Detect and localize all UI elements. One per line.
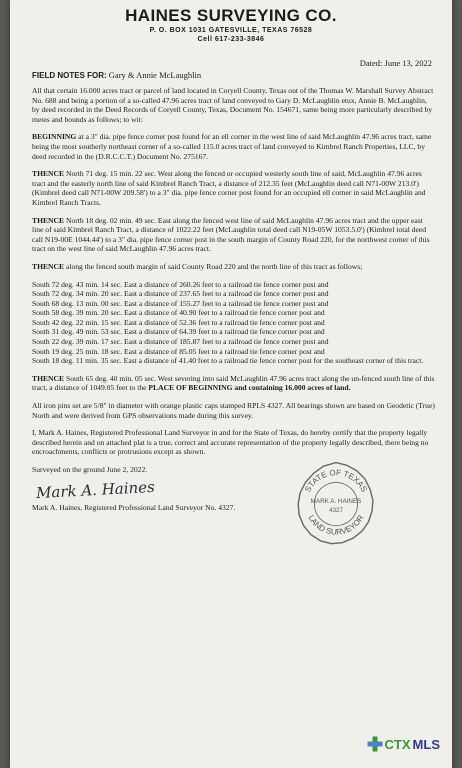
- course-item: South 58 deg. 39 min. 20 sec. East a distance of 40.90 feet to a railroad tie fence corner post and: [32, 308, 325, 318]
- course-item: South 18 deg. 11 min. 35 sec. East a distance of 41.40 feet to a railroad tie fence corner post for the southeast corner of this tract.: [32, 356, 424, 366]
- handwritten-signature: Mark A. Haines: [35, 477, 156, 502]
- field-notes-label: FIELD NOTES FOR:: [32, 71, 107, 80]
- course-item: South 31 deg. 49 min. 53 sec. East a distance of 64.39 feet to a railroad tie fence corner post and: [32, 327, 325, 337]
- intro-paragraph: All that certain 16.000 acres tract or parcel of land located in Coryell County, Texas out of the Thomas W. Marshall Survey Abstract No. 688 and being a portion of a so-called 47.96 acres tract of land conveyed to Gary D. McLaughlin etux, Annie B. McLaughlin, by deed recorded in the Deed Records of Coryell County, Texas, Document No. 154671, same being more particularly described by metes and bounds as follows; to wit:: [32, 86, 434, 124]
- place-of-beginning: PLACE OF BEGINNING and containing 16.000 acres of land.: [148, 383, 351, 393]
- seal-top-text: STATE OF TEXAS: [303, 467, 369, 494]
- thence-paragraph-1: [32, 169, 436, 207]
- pins-paragraph: All iron pins set are 5/8" in diameter with orange plastic caps stamped RPLS 4327. All bearings shown are based on Geodetic (True) North and were derived from GPS observations made during this survey.: [32, 401, 435, 420]
- company-address: P. O. BOX 1031 GATESVILLE, TEXAS 76528: [149, 27, 313, 34]
- seal-name: MARK A. HAINES: [310, 497, 362, 505]
- course-item: South 42 deg. 22 min. 15 sec. East a distance of 52.36 feet to a railroad tie fence corner post and: [32, 317, 325, 327]
- thence-paragraph-4: [32, 374, 436, 393]
- thence-paragraph-3: [32, 262, 436, 272]
- beginning-paragraph: [32, 132, 436, 161]
- client-name: Gary & Annie McLaughlin: [108, 70, 202, 80]
- seal-bottom-text: LAND SURVEYOR: [306, 513, 366, 537]
- survey-document: [10, 0, 452, 768]
- watermark-mls: MLS: [412, 736, 440, 752]
- company-name: HAINES SURVEYING CO.: [125, 6, 337, 25]
- field-notes-body: [10, 78, 452, 475]
- course-list: [32, 280, 436, 366]
- seal-number: 4327: [328, 506, 344, 514]
- letterhead: [10, 0, 452, 44]
- thence-lead: THENCE: [32, 215, 65, 225]
- document-meta: [10, 50, 452, 78]
- beginning-lead: BEGINNING: [32, 132, 77, 142]
- course-item: South 68 deg. 13 min. 00 sec. East a distance of 155.27 feet to a railroad tie fence corner post and: [32, 298, 329, 308]
- thence-paragraph-2: [32, 216, 436, 254]
- signature-line: Mark A. Haines, Registered Professional Land Surveyor No. 4327.: [32, 502, 236, 512]
- beginning-text: at a 3" dia. pipe fence corner post found for an ell corner in the west line of said McLaughlin 47.96 acres tract, same being the most southerly northeast corner of a so-called 115.0 acres tract of land conveyed to Kimbrel Ranch Properties, LLC, by deed recorded in the (D.R.C.C.T.) Document No. 275167.: [32, 132, 432, 161]
- surveyor-seal: [291, 459, 381, 549]
- thence-text: along the fenced south margin of said County Road 220 and the north line of this tract as follows;: [64, 261, 363, 271]
- thence-text: North 71 deg. 15 min. 22 sec. West along the fenced or occupied westerly south line of said, McLaughlin 47.96 acres tract and the easterly north line of said Kimbrel Ranch Tract, a distance of 212.35 feet (McLaughlin deed call N71-00W 213.0') (Kimbrel deed call N71-00W 209.58') to a 3" dia. pipe fence corner post found for an occupied ell corner in said McLaughlin and Kimbrel Ranch Tracts.: [32, 169, 426, 207]
- certify-paragraph: I, Mark A. Haines, Registered Professional Land Surveyor in and for the State of Texas, do hereby certify that the property legally described herein and on attached plat is a true, correct and accurate representation of the property legally described, there being no encroachments, conflicts or protrusions except as shown.: [32, 428, 429, 457]
- course-item: South 72 deg. 43 min. 14 sec. East a distance of 260.26 feet to a railroad tie fence corner post and: [32, 279, 329, 289]
- course-item: South 22 deg. 39 min. 17 sec. East a distance of 185.87 feet to a railroad tie fence corner post and: [32, 337, 329, 347]
- field-notes-line: [32, 70, 201, 80]
- thence-text: North 18 deg. 02 min. 49 sec. East along the fenced west line of said McLaughlin 47.96 acres tract and the upper east line of said Kimbrel Ranch Tract, a distance of 1022.22 feet (McLaughlin total deed call N19-05W 1053.5.0') (Kimbrel total deed call N19-00E 1044.44') to a 3" dia. pipe fence corner post in the south margin of County Road 220, for the northwest corner of this tract on the west line of said McLaughlin 47.96 acres tract.: [32, 215, 430, 254]
- surveyed-line: Surveyed on the ground June 2, 2022.: [32, 465, 148, 474]
- thence-lead: THENCE: [32, 169, 65, 179]
- ctxmls-watermark: [367, 736, 440, 752]
- thence-text: South 65 deg. 40 min. 05 sec. West severing into said McLaughlin 47.96 acres tract along the un-fenced south line of this tract, a distance of 1049.05 feet to the: [32, 373, 435, 393]
- plus-logo-icon: [367, 736, 383, 752]
- watermark-ctx: CTX: [384, 736, 411, 752]
- course-item: South 72 deg. 34 min. 20 sec. East a distance of 237.65 feet to a railroad tie fence corner post and: [32, 289, 329, 299]
- dated-line: Dated: June 13, 2022: [359, 58, 432, 68]
- course-item: South 19 deg. 25 min. 18 sec. East a distance of 85.05 feet to a railroad tie fence corner post and: [32, 346, 325, 356]
- thence-lead: THENCE: [32, 261, 65, 271]
- thence-lead: THENCE: [32, 373, 65, 383]
- company-phone: Cell 617-233-3846: [197, 36, 265, 43]
